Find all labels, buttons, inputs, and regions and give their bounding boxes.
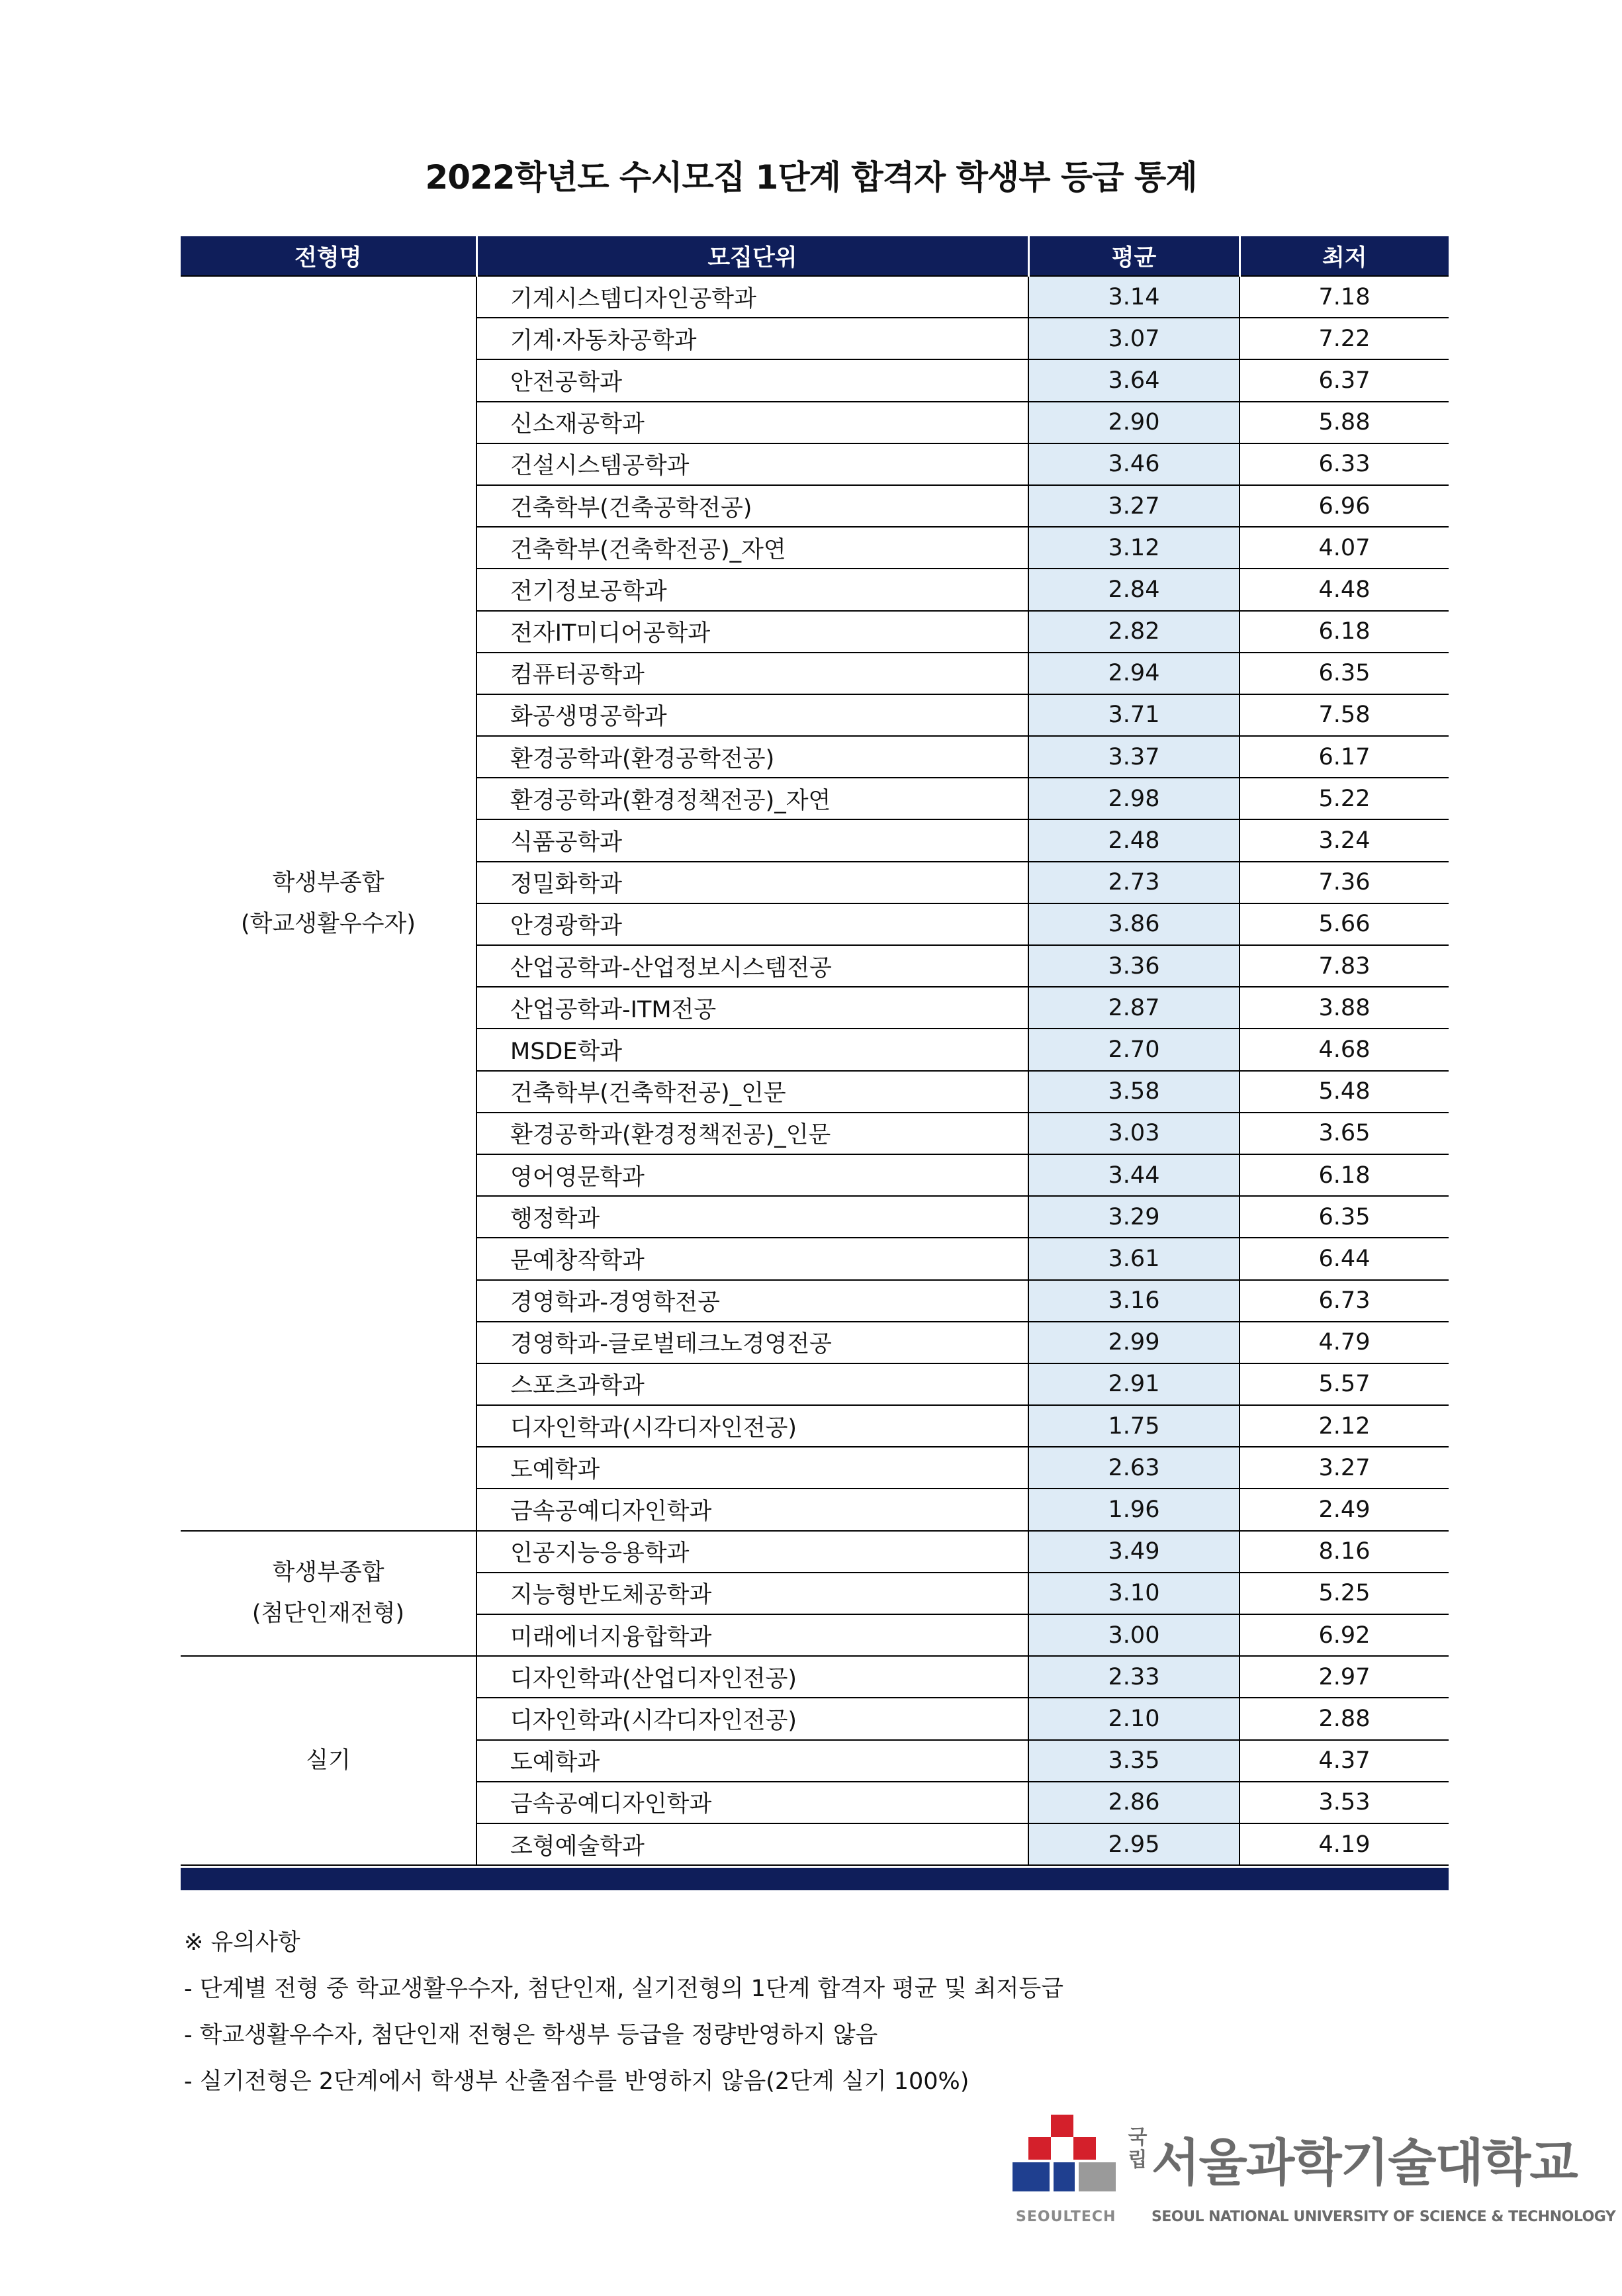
unit-cell: 전기정보공학과 bbox=[476, 569, 1028, 610]
unit-cell: 행정학과 bbox=[476, 1196, 1028, 1238]
avg-cell: 3.14 bbox=[1028, 276, 1239, 318]
unit-cell: 경영학과-경영학전공 bbox=[476, 1280, 1028, 1322]
avg-cell: 2.33 bbox=[1028, 1656, 1239, 1698]
track-name-line: (첨단인재전형) bbox=[251, 1600, 405, 1628]
unit-cell: 컴퓨터공학과 bbox=[476, 653, 1028, 694]
unit-cell: 산업공학과-ITM전공 bbox=[476, 987, 1028, 1029]
avg-cell: 1.75 bbox=[1028, 1405, 1239, 1447]
avg-cell: 2.84 bbox=[1028, 569, 1239, 610]
unit-cell: 인공지능응용학과 bbox=[476, 1531, 1028, 1573]
track-name-line: 실기 bbox=[306, 1747, 351, 1774]
page-title: 2022학년도 수시모집 1단계 합격자 학생부 등급 통계 bbox=[425, 158, 1197, 197]
logo-short-name: SEOULTECH bbox=[1016, 2209, 1116, 2225]
avg-cell: 3.61 bbox=[1028, 1238, 1239, 1279]
note-item: - 실기전형은 2단계에서 학생부 산출점수를 반영하지 않음(2단계 실기 100%) bbox=[184, 2068, 969, 2095]
avg-cell: 3.29 bbox=[1028, 1196, 1239, 1238]
min-cell: 5.66 bbox=[1239, 903, 1449, 945]
min-cell: 6.92 bbox=[1239, 1614, 1449, 1656]
avg-cell: 2.82 bbox=[1028, 611, 1239, 653]
avg-cell: 3.36 bbox=[1028, 945, 1239, 987]
track-name-line: 학생부종합 bbox=[272, 1559, 384, 1586]
avg-cell: 2.86 bbox=[1028, 1782, 1239, 1823]
avg-cell: 2.63 bbox=[1028, 1447, 1239, 1489]
min-cell: 4.19 bbox=[1239, 1823, 1449, 1865]
avg-cell: 2.87 bbox=[1028, 987, 1239, 1029]
notes-section bbox=[184, 1919, 1063, 2105]
avg-cell: 2.10 bbox=[1028, 1698, 1239, 1739]
min-cell: 5.88 bbox=[1239, 402, 1449, 443]
unit-cell: 정밀화학과 bbox=[476, 862, 1028, 903]
unit-cell: 건축학부(건축학전공)_자연 bbox=[476, 527, 1028, 569]
min-cell: 5.22 bbox=[1239, 778, 1449, 819]
unit-cell: 건축학부(건축공학전공) bbox=[476, 485, 1028, 527]
avg-cell: 2.95 bbox=[1028, 1823, 1239, 1865]
unit-cell: 조형예술학과 bbox=[476, 1823, 1028, 1865]
unit-cell: 환경공학과(환경정책전공)_인문 bbox=[476, 1113, 1028, 1154]
avg-cell: 3.00 bbox=[1028, 1614, 1239, 1656]
table-row bbox=[181, 276, 1449, 318]
track-name-line: 학생부종합 bbox=[272, 869, 384, 896]
avg-cell: 3.07 bbox=[1028, 318, 1239, 359]
min-cell: 6.96 bbox=[1239, 485, 1449, 527]
avg-cell: 3.12 bbox=[1028, 527, 1239, 569]
avg-cell: 2.94 bbox=[1028, 653, 1239, 694]
logo-university-name: 서울과학기술대학교 bbox=[1151, 2133, 1577, 2192]
unit-cell: 기계시스템디자인공학과 bbox=[476, 276, 1028, 318]
min-cell: 3.27 bbox=[1239, 1447, 1449, 1489]
min-cell: 7.22 bbox=[1239, 318, 1449, 359]
avg-cell: 3.86 bbox=[1028, 903, 1239, 945]
logo-national-mark bbox=[1126, 2127, 1149, 2172]
track-cell bbox=[181, 1531, 476, 1657]
track-cell bbox=[181, 276, 476, 1531]
min-cell: 6.44 bbox=[1239, 1238, 1449, 1279]
min-cell: 3.53 bbox=[1239, 1782, 1449, 1823]
min-cell: 7.36 bbox=[1239, 862, 1449, 903]
header-unit: 모집단위 bbox=[476, 236, 1028, 276]
min-cell: 3.65 bbox=[1239, 1113, 1449, 1154]
unit-cell: 도예학과 bbox=[476, 1740, 1028, 1782]
avg-cell: 2.98 bbox=[1028, 778, 1239, 819]
min-cell: 4.68 bbox=[1239, 1029, 1449, 1070]
unit-cell: 신소재공학과 bbox=[476, 402, 1028, 443]
min-cell: 5.25 bbox=[1239, 1573, 1449, 1614]
unit-cell: 안전공학과 bbox=[476, 359, 1028, 401]
avg-cell: 3.64 bbox=[1028, 359, 1239, 401]
min-cell: 6.18 bbox=[1239, 1154, 1449, 1196]
avg-cell: 3.44 bbox=[1028, 1154, 1239, 1196]
avg-cell: 2.91 bbox=[1028, 1363, 1239, 1405]
min-cell: 2.97 bbox=[1239, 1656, 1449, 1698]
min-cell: 6.35 bbox=[1239, 1196, 1449, 1238]
avg-cell: 3.16 bbox=[1028, 1280, 1239, 1322]
unit-cell: 환경공학과(환경공학전공) bbox=[476, 736, 1028, 778]
unit-cell: 기계·자동차공학과 bbox=[476, 318, 1028, 359]
unit-cell: 전자IT미디어공학과 bbox=[476, 611, 1028, 653]
min-cell: 2.88 bbox=[1239, 1698, 1449, 1739]
min-cell: 4.48 bbox=[1239, 569, 1449, 610]
grade-table bbox=[181, 236, 1449, 1866]
avg-cell: 3.35 bbox=[1028, 1740, 1239, 1782]
table-header-row bbox=[181, 236, 1449, 276]
unit-cell: 미래에너지융합학과 bbox=[476, 1614, 1028, 1656]
avg-cell: 3.03 bbox=[1028, 1113, 1239, 1154]
avg-cell: 3.37 bbox=[1028, 736, 1239, 778]
track-cell bbox=[181, 1656, 476, 1865]
unit-cell: MSDE학과 bbox=[476, 1029, 1028, 1070]
min-cell: 7.58 bbox=[1239, 694, 1449, 736]
min-cell: 6.18 bbox=[1239, 611, 1449, 653]
min-cell: 6.37 bbox=[1239, 359, 1449, 401]
unit-cell: 영어영문학과 bbox=[476, 1154, 1028, 1196]
notes-heading: ※ 유의사항 bbox=[184, 1929, 300, 1956]
min-cell: 3.88 bbox=[1239, 987, 1449, 1029]
note-item: - 학교생활우수자, 첨단인재 전형은 학생부 등급을 정량반영하지 않음 bbox=[184, 2022, 878, 2048]
unit-cell: 산업공학과-산업정보시스템전공 bbox=[476, 945, 1028, 987]
avg-cell: 2.99 bbox=[1028, 1322, 1239, 1363]
unit-cell: 디자인학과(시각디자인전공) bbox=[476, 1405, 1028, 1447]
table-bottom-bar bbox=[181, 1868, 1449, 1890]
note-item: - 단계별 전형 중 학교생활우수자, 첨단인재, 실기전형의 1단계 합격자 평균 및 최저등급 bbox=[184, 1976, 1064, 2002]
header-min: 최저 bbox=[1239, 236, 1449, 276]
unit-cell: 도예학과 bbox=[476, 1447, 1028, 1489]
unit-cell: 금속공예디자인학과 bbox=[476, 1782, 1028, 1823]
min-cell: 5.57 bbox=[1239, 1363, 1449, 1405]
unit-cell: 스포츠과학과 bbox=[476, 1363, 1028, 1405]
unit-cell: 문예창작학과 bbox=[476, 1238, 1028, 1279]
avg-cell: 2.90 bbox=[1028, 402, 1239, 443]
table-body bbox=[181, 276, 1449, 1865]
min-cell: 2.12 bbox=[1239, 1405, 1449, 1447]
min-cell: 4.37 bbox=[1239, 1740, 1449, 1782]
avg-cell: 2.48 bbox=[1028, 819, 1239, 861]
logo-english-name: SEOUL NATIONAL UNIVERSITY OF SCIENCE & TECHNOLOGY bbox=[1151, 2209, 1616, 2225]
min-cell: 3.24 bbox=[1239, 819, 1449, 861]
min-cell: 6.33 bbox=[1239, 443, 1449, 485]
unit-cell: 환경공학과(환경정책전공)_자연 bbox=[476, 778, 1028, 819]
header-track: 전형명 bbox=[181, 236, 476, 276]
unit-cell: 안경광학과 bbox=[476, 903, 1028, 945]
track-name-line: (학교생활우수자) bbox=[241, 910, 416, 937]
avg-cell: 3.71 bbox=[1028, 694, 1239, 736]
min-cell: 2.49 bbox=[1239, 1489, 1449, 1530]
unit-cell: 금속공예디자인학과 bbox=[476, 1489, 1028, 1530]
unit-cell: 디자인학과(산업디자인전공) bbox=[476, 1656, 1028, 1698]
avg-cell: 3.49 bbox=[1028, 1531, 1239, 1573]
min-cell: 6.17 bbox=[1239, 736, 1449, 778]
avg-cell: 2.73 bbox=[1028, 862, 1239, 903]
min-cell: 4.07 bbox=[1239, 527, 1449, 569]
min-cell: 6.73 bbox=[1239, 1280, 1449, 1322]
unit-cell: 건축학부(건축학전공)_인문 bbox=[476, 1071, 1028, 1113]
table-row bbox=[181, 1656, 1449, 1698]
header-avg: 평균 bbox=[1028, 236, 1239, 276]
seoultech-emblem-icon bbox=[1013, 2115, 1118, 2194]
min-cell: 8.16 bbox=[1239, 1531, 1449, 1573]
min-cell: 7.18 bbox=[1239, 276, 1449, 318]
min-cell: 6.35 bbox=[1239, 653, 1449, 694]
logo-kuk-line2: 립 bbox=[1128, 2148, 1148, 2172]
unit-cell: 지능형반도체공학과 bbox=[476, 1573, 1028, 1614]
unit-cell: 식품공학과 bbox=[476, 819, 1028, 861]
unit-cell: 건설시스템공학과 bbox=[476, 443, 1028, 485]
university-logo bbox=[1013, 2108, 1616, 2247]
unit-cell: 화공생명공학과 bbox=[476, 694, 1028, 736]
avg-cell: 2.70 bbox=[1028, 1029, 1239, 1070]
table-row bbox=[181, 1531, 1449, 1573]
min-cell: 4.79 bbox=[1239, 1322, 1449, 1363]
unit-cell: 디자인학과(시각디자인전공) bbox=[476, 1698, 1028, 1739]
logo-kuk-line1: 국 bbox=[1128, 2126, 1148, 2149]
avg-cell: 1.96 bbox=[1028, 1489, 1239, 1530]
avg-cell: 3.10 bbox=[1028, 1573, 1239, 1614]
avg-cell: 3.58 bbox=[1028, 1071, 1239, 1113]
avg-cell: 3.27 bbox=[1028, 485, 1239, 527]
min-cell: 7.83 bbox=[1239, 945, 1449, 987]
avg-cell: 3.46 bbox=[1028, 443, 1239, 485]
min-cell: 5.48 bbox=[1239, 1071, 1449, 1113]
unit-cell: 경영학과-글로벌테크노경영전공 bbox=[476, 1322, 1028, 1363]
